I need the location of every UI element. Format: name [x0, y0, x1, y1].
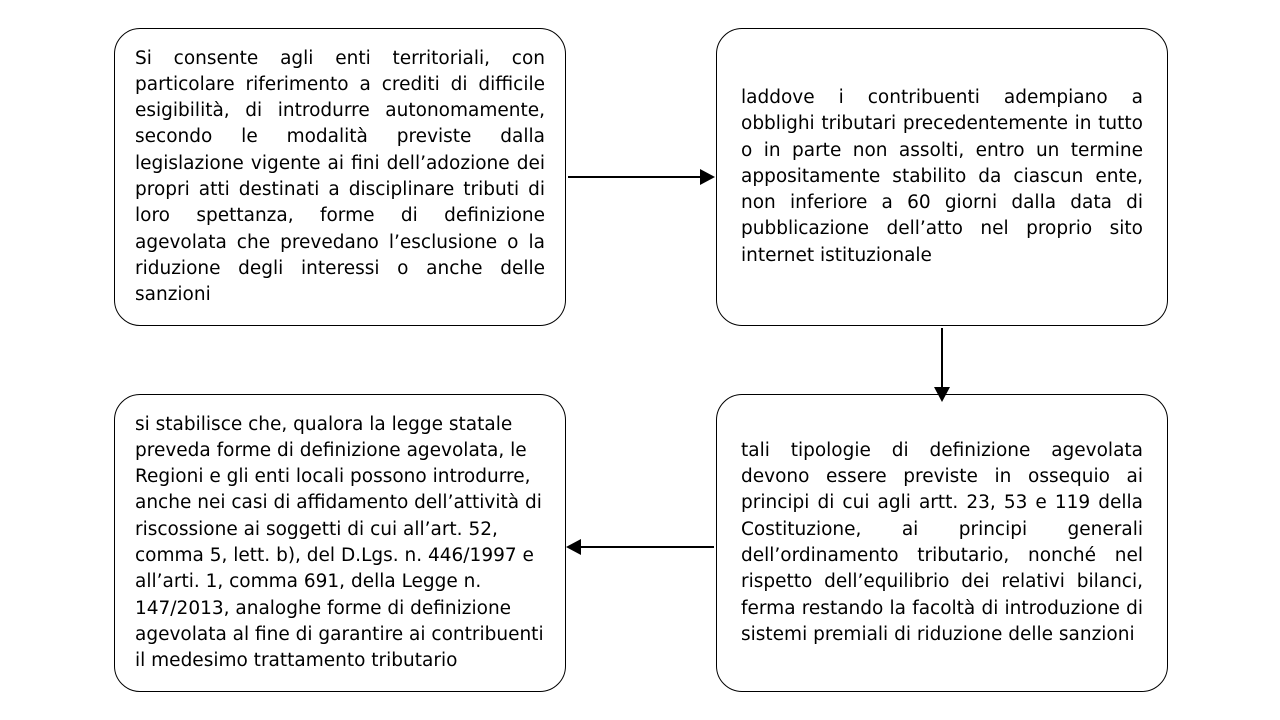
connector-top-left-to-top-right [568, 176, 702, 178]
flowchart-node-top-left[interactable] [114, 28, 566, 326]
node-text: Si consente agli enti territoriali, con particolare riferimento a crediti di difficile esigibilità, di introdurre autonomamente, secondo le modalità previste dalla legislazione vigente ai fini dell’adozione dei propri atti destinati a disciplinare tributi di loro spettanza, forme di definizione agevolata che prevedano l’esclusione o la riduzione degli interessi o anche delle sanzioni [135, 47, 551, 306]
arrow-head-down-icon [934, 387, 950, 402]
connector-top-right-to-bottom-right [941, 328, 943, 390]
flowchart-node-bottom-left[interactable] [114, 394, 566, 692]
node-text: tali tipologie di definizione agevolata devono essere previste in ossequio ai principi di cui agli artt. 23, 53 e 119 della Costituzione, ai principi generali dell’ordinamento tributario, nonché nel rispetto dell’equilibrio dei relativi bilanci, ferma restando la facoltà di introduzione di sistemi premiali di riduzione delle sanzioni [741, 439, 1149, 645]
flowchart-node-bottom-right[interactable] [716, 394, 1168, 692]
flowchart-node-top-right[interactable] [716, 28, 1168, 326]
arrow-head-right-icon [700, 169, 715, 185]
connector-bottom-right-to-bottom-left [580, 546, 714, 548]
arrow-head-left-icon [566, 539, 581, 555]
node-text: si stabilisce che, qualora la legge statale preveda forme di definizione agevolata, le Regioni e gli enti locali possono introdurre, anche nei casi di affidamento dell’attività di riscossione ai soggetti di cui all’art. 52, comma 5, lett. b), del D.Lgs. n. 446/1997 e all’arti. 1, comma 691, della Legge n. 147/2013, analoghe forme di definizione agevolata al fine di garantire ai contribuenti il medesimo trattamento tributario [135, 413, 550, 672]
node-text: laddove i contribuenti adempiano a obblighi tributari precedentemente in tutto o in parte non assolti, entro un termine appositamente stabilito da ciascun ente, non inferiore a 60 giorni dalla data di pubblicazione dell’atto nel proprio sito internet istituzionale [741, 87, 1149, 266]
